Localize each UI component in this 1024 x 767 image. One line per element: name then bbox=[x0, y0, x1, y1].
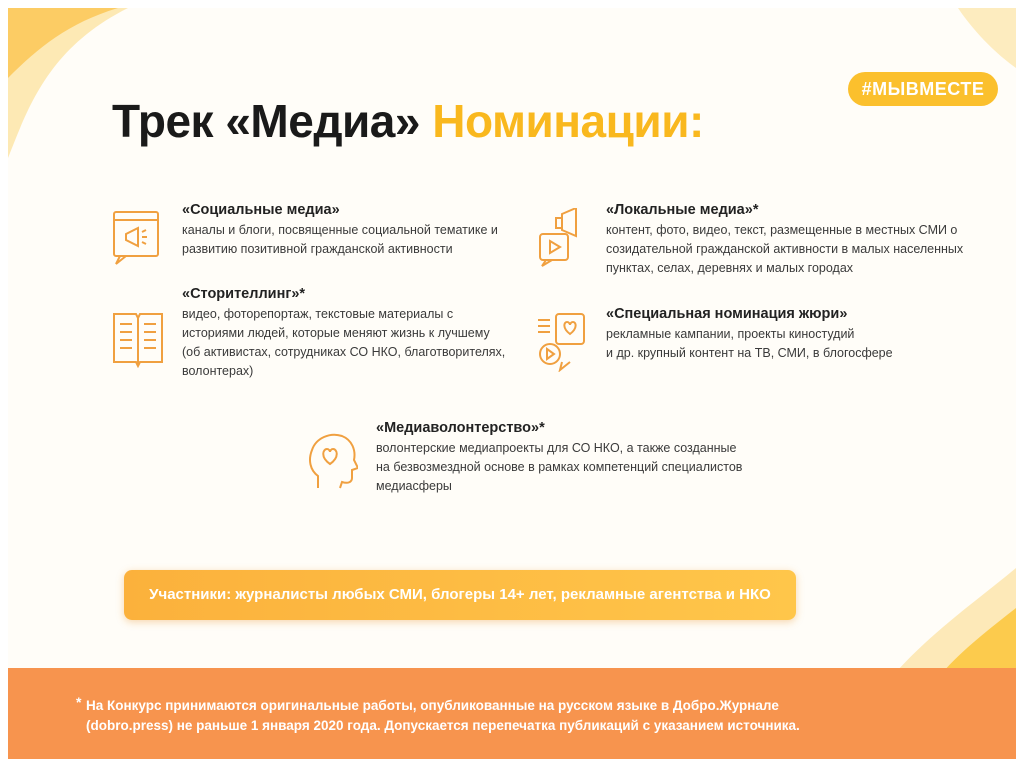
title-track: Трек «Медиа» bbox=[112, 95, 420, 147]
browser-megaphone-icon bbox=[112, 208, 164, 268]
open-book-icon bbox=[112, 308, 164, 368]
nomination-title: «Специальная номинация жюри» bbox=[606, 306, 848, 322]
participants-banner: Участники: журналисты любых СМИ, блогеры 14+ лет, рекламные агентства и НКО bbox=[124, 570, 796, 620]
nomination-title: «Медиаволонтерство»* bbox=[376, 420, 545, 436]
nomination-title: «Локальные медиа»* bbox=[606, 202, 759, 218]
nomination-description: волонтерские медиапроекты для СО НКО, а также созданные на безвозмездной основе в рамках компетенций специалистов медиасферы bbox=[376, 441, 743, 493]
footer-note bbox=[8, 668, 1016, 759]
page-title bbox=[112, 94, 704, 148]
slide bbox=[8, 8, 1016, 759]
nomination-title: «Сторителлинг»* bbox=[182, 286, 306, 302]
footnote-text: На Конкурс принимаются оригинальные работы, опубликованные на русском языке в Добро.Журнале (dobro.press) не раньше 1 января 2020 года. Допускается перепечатка публикаций с указанием источника. bbox=[86, 698, 800, 733]
head-heart-icon bbox=[306, 430, 358, 490]
nomination-description: контент, фото, видео, текст, размещенные в местных СМИ о созидательной гражданской активности в малых населенных пунктах, селах, деревнях и малых городах bbox=[606, 223, 964, 275]
title-nominations: Номинации: bbox=[432, 95, 704, 147]
megaphone-video-icon bbox=[536, 208, 588, 268]
hashtag-badge: #МЫВМЕСТЕ bbox=[848, 72, 998, 106]
nomination-description: каналы и блоги, посвященные социальной тематике и развитию позитивной гражданской активности bbox=[182, 223, 498, 256]
media-heart-icon bbox=[536, 312, 588, 372]
nomination-description: видео, фоторепортаж, текстовые материалы с историями людей, которые меняют жизнь к лучшему (об активистах, сотрудниках СО НКО, благотворителях, волонтерах) bbox=[182, 307, 506, 378]
nomination-description: рекламные кампании, проекты киностудий и др. крупный контент на ТВ, СМИ, в блогосфере bbox=[606, 327, 893, 360]
footnote-star: * bbox=[76, 694, 82, 710]
nomination-title: «Социальные медиа» bbox=[182, 202, 340, 218]
